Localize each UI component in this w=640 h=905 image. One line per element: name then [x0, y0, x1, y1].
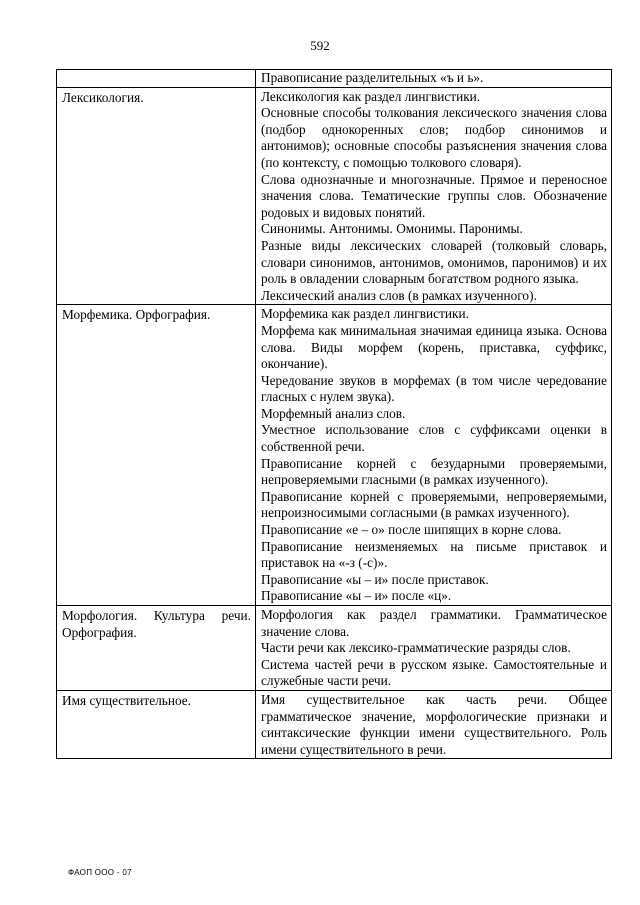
topic-cell [57, 305, 256, 606]
content-paragraph: Слова однозначные и многозначные. Прямое и переносное значения слова. Тематические группы слов. Обозначение родовых и видовых понятий. [261, 171, 607, 220]
topic-label: Морфология. Культура речи. Орфография. [62, 608, 251, 640]
content-paragraph: Основные способы толкования лексического значения слова (подбор однокоренных слов; подбор синонимов и антонимов); основные способы разъяснения значения слова (по контексту, с помощью толкового словаря). [261, 105, 607, 170]
footer-code: ФАОП ООО - 07 [68, 868, 132, 877]
content-cell [256, 606, 612, 691]
content-paragraph: Правописание «ы – и» после приставок. [261, 571, 489, 587]
content-paragraph: Правописание корней с безударными проверяемыми, непроверяемыми гласными (в рамках изученного). [261, 455, 607, 488]
content-cell [256, 70, 612, 88]
content-paragraph: Правописание корней с проверяемыми, непроверяемыми, непроизносимыми согласными (в рамках изученного). [261, 488, 607, 521]
content-paragraph: Правописание разделительных «ъ и ь». [261, 70, 484, 85]
curriculum-table [56, 69, 612, 759]
table-row [57, 305, 612, 606]
content-paragraph: Морфология как раздел грамматики. Грамматическое значение слова. [261, 607, 607, 639]
content-paragraph: Имя существительное как часть речи. Общее грамматическое значение, морфологические признаки и синтаксические функции имени существительного. Роль имени существительного в речи. [261, 691, 607, 757]
topic-cell [57, 606, 256, 691]
content-cell [256, 690, 612, 758]
content-paragraph: Части речи как лексико-грамматические разряды слов. [261, 640, 571, 656]
content-paragraph: Уместное использование слов с суффиксами оценки в собственной речи. [261, 422, 607, 455]
content-paragraph: Правописание «е – о» после шипящих в корне слова. [261, 522, 562, 538]
topic-label: Имя существительное. [62, 692, 191, 708]
content-paragraph: Система частей речи в русском языке. Самостоятельные и служебные части речи. [261, 656, 607, 689]
content-paragraph: Правописание «ы – и» после «ц». [261, 588, 452, 604]
topic-label: Морфемика. Орфография. [62, 307, 211, 323]
table-row [57, 70, 612, 88]
content-paragraph: Морфема как минимальная значимая единица языка. Основа слова. Виды морфем (корень, приставка, суффикс, окончание). [261, 322, 607, 372]
table-row [57, 87, 612, 305]
content-cell [256, 87, 612, 305]
content-paragraph: Морфемика как раздел лингвистики. [261, 306, 469, 322]
table-row [57, 690, 612, 758]
table-row [57, 606, 612, 691]
content-paragraph: Разные виды лексических словарей (толковый словарь, словари синонимов, антонимов, омонимов, паронимов) и их роль в овладении словарным богатством родного языка. [261, 237, 607, 287]
topic-cell [57, 70, 256, 88]
topic-cell [57, 690, 256, 758]
content-paragraph: Правописание неизменяемых на письме приставок и приставок на «-з (-с)». [261, 538, 607, 571]
page-number: 592 [310, 38, 330, 53]
content-paragraph: Лексикология как раздел лингвистики. [261, 88, 481, 104]
content-cell [256, 305, 612, 606]
content-paragraph: Синонимы. Антонимы. Омонимы. Паронимы. [261, 221, 523, 237]
topic-cell [57, 87, 256, 305]
content-paragraph: Чередование звуков в морфемах (в том числе чередование гласных с нулем звука). [261, 372, 607, 405]
topic-label [62, 70, 251, 72]
topic-label: Лексикология. [62, 89, 144, 105]
content-paragraph: Лексический анализ слов (в рамках изученного). [261, 287, 537, 303]
content-paragraph: Морфемный анализ слов. [261, 405, 406, 421]
